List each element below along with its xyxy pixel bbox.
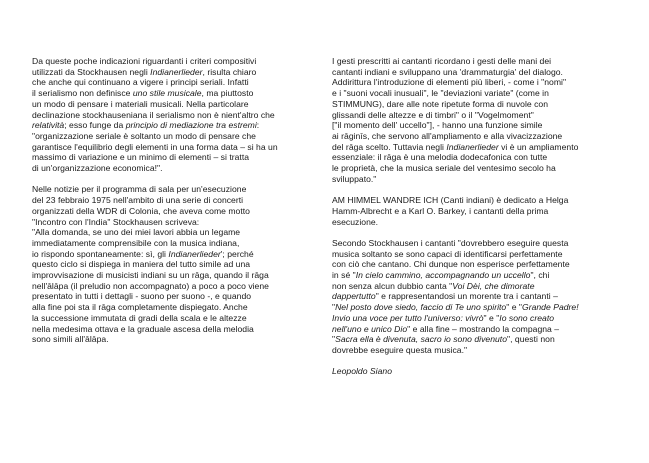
- text-line: Hamm-Albrecht e a Karl O. Barkey, i cantanti della prima: [332, 205, 549, 216]
- text-line: utilizzati da Stockhausen negli Indianerlieder, risulta chiaro: [32, 66, 257, 77]
- text-line: Nelle notizie per il programma di sala per un'esecuzione: [32, 184, 247, 195]
- text-line: Secondo Stockhausen i cantanti "dovrebbero eseguire questa: [332, 237, 569, 248]
- right-paragraph-3: [332, 238, 632, 356]
- text-line: organizzati della WDR di Colonia, che aveva come motto: [32, 205, 250, 216]
- text-line: Invio una voce per tutto l'universo: vivrò" e "Io sono creato: [332, 312, 555, 323]
- text-line: con ciò che cantano. Chi dunque non esperisce perfettamente: [332, 259, 570, 270]
- text-line: nell'ālāpa (il preludio non accompagnato) a poco a poco viene: [32, 280, 269, 291]
- text-line: sono simili all'ālāpa.: [32, 334, 109, 345]
- text-line: non senza alcun dubbio canta "Voi Dèi, che dimorate: [332, 280, 535, 291]
- author-signature: Leopoldo Siano: [332, 366, 393, 377]
- text-line: improvvisazione di musicisti indiani su un rāga, quando il rāga: [32, 270, 269, 281]
- text-line: dappertutto" e rappresentandosi un morente tra i cantanti –: [332, 291, 558, 302]
- text-line: ai rāginīs, che servono all'ampliamento e alla vivacizzazione: [332, 130, 563, 141]
- text-line: "Nel posto dove siedo, faccio di Te uno spirito" e "Grande Padre!: [332, 302, 579, 313]
- text-line: "Incontro con l'India" Stockhausen scriveva:: [32, 216, 200, 227]
- text-line: garantisce l'equilibrio degli elementi in una forma data – si ha un: [32, 141, 278, 152]
- right-paragraph-1: [332, 56, 632, 184]
- text-line: "Sacra ella è divenuta, sacro io sono divenuto", questi non: [332, 334, 555, 345]
- text-line: essenziale: il rāga è una melodia dodecafonica con tutte: [332, 152, 548, 163]
- text-line: questo ciclo si dispiega in maniera del tutto simile ad una: [32, 259, 251, 270]
- text-line: il serialismo non definisce uno stile musicale, ma piuttosto: [32, 88, 254, 99]
- text-line: I gesti prescritti ai cantanti ricordano i gesti delle mani dei: [332, 56, 552, 66]
- text-line: massimo di variazione e un minimo di elementi – si tratta: [32, 152, 250, 163]
- text-line: io rispondo spontaneamente: sì, gli Indianerlieder'; perché: [32, 248, 254, 259]
- text-line: glissandi delle altezze e di timbri" o il "Vogelmoment": [332, 109, 534, 120]
- text-line: AM HIMMEL WANDRE ICH (Canti indiani) è dedicato a Helga: [332, 195, 569, 206]
- text-line: nella medesima ottava e la graduale ascesa della melodia: [32, 323, 254, 334]
- text-line: che anche qui continuano a vigere i principi seriali. Infatti: [32, 77, 249, 88]
- text-line: relatività; esso funge da principio di mediazione tra estremi:: [32, 120, 260, 131]
- text-line: esecuzione.: [332, 216, 379, 227]
- text-line: "Alla domanda, se uno dei miei lavori abbia un legame: [32, 227, 241, 238]
- text-line: STIMMUNG), dare alle note ripetute forma di nuvole con: [332, 98, 549, 109]
- text-line: e i "suoni vocali inusuali", le "deviazioni variate" (come in: [332, 88, 549, 99]
- text-line: di un'organizzazione economica!".: [32, 163, 163, 174]
- text-line: cantanti indiani e sviluppano una 'drammaturgia' del dialogo.: [332, 66, 563, 77]
- text-line: la successione immutata di gradi della scala e le altezze: [32, 312, 247, 323]
- left-paragraph-1: [32, 56, 304, 174]
- text-line: Da queste poche indicazioni riguardanti i criteri compositivi: [32, 56, 257, 66]
- text-line: presentato in tutti i dettagli - suono per suono -, e quando: [32, 291, 252, 302]
- text-line: un modo di pensare i materiali musicali. Nella particolare: [32, 98, 249, 109]
- text-line: sviluppato.": [332, 173, 377, 184]
- text-line: musica soltanto se sono capaci di identificarsi perfettamente: [332, 248, 563, 259]
- left-column: [32, 56, 304, 356]
- text-line: declinazione stockhauseniana il serialismo non è nient'altro che: [32, 109, 275, 120]
- text-line: ["il momento dell' uccello"], - hanno una funzione simile: [332, 120, 543, 131]
- text-line: Addirittura l'introduzione di elementi più liberi, - come i "nomi": [332, 77, 567, 88]
- text-line: alla fine poi sta il rāga completamente dispiegato. Anche: [32, 302, 248, 313]
- text-line: "organizzazione seriale è soltanto un modo di pensare che: [32, 130, 256, 141]
- text-line: in sé "In cielo cammino, accompagnando un uccello", chi: [332, 270, 550, 281]
- text-line: nell'uno e unico Dio" e alla fine – mostrando la compagna –: [332, 323, 560, 334]
- text-line: del 23 febbraio 1975 nell'ambito di una serie di concerti: [32, 195, 244, 206]
- text-line: immediatamente comprensibile con la musica indiana,: [32, 237, 240, 248]
- right-paragraph-2: [332, 195, 632, 227]
- text-line: le proprietà, che la musica seriale del ventesimo secolo ha: [332, 163, 556, 174]
- text-line: dovrebbe eseguire questa musica.": [332, 344, 468, 355]
- left-paragraph-2: [32, 184, 304, 345]
- right-column: [332, 56, 632, 388]
- text-line: del rāga scelto. Tuttavia negli Indianerlieder vi è un ampliamento: [332, 141, 579, 152]
